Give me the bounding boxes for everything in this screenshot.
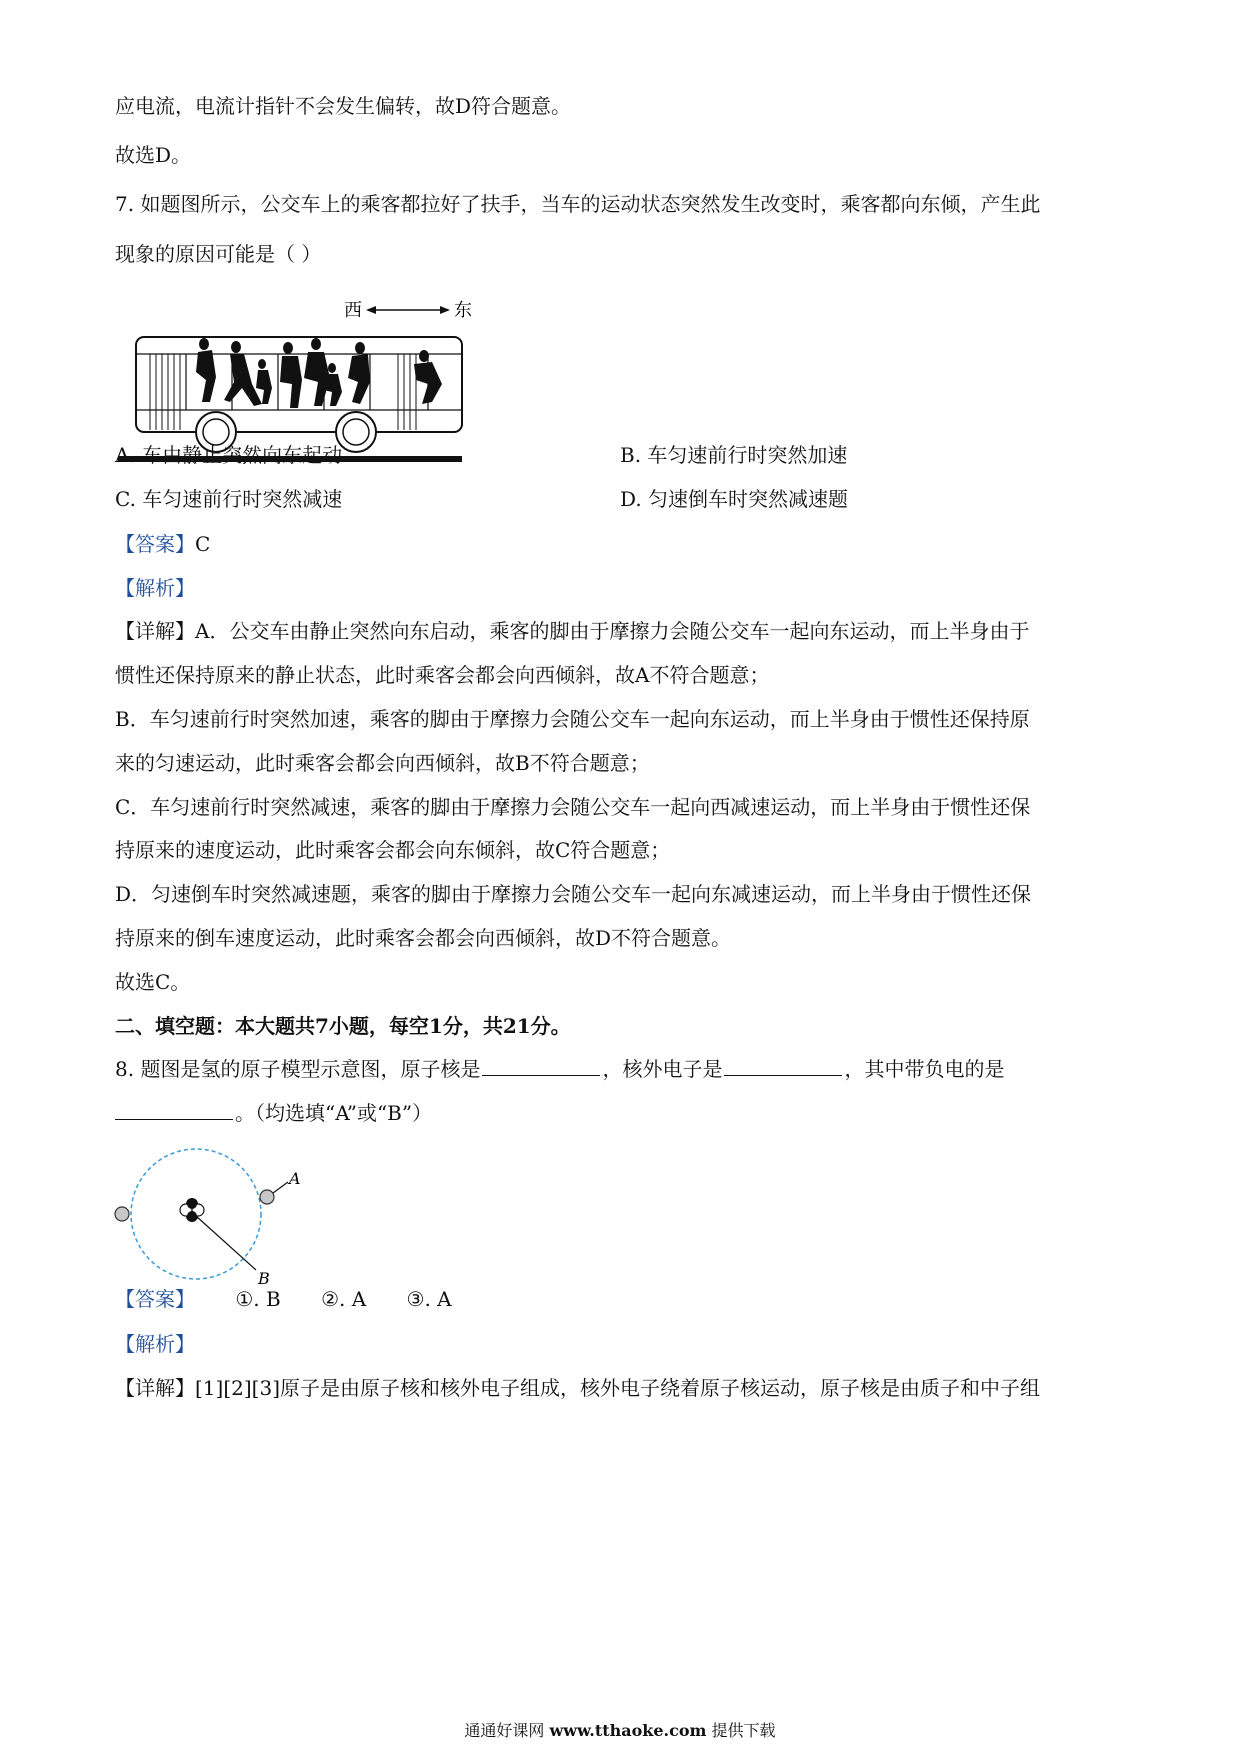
direction-west-label: 西 (344, 300, 362, 321)
page-footer (0, 1720, 1240, 1742)
detail-line: C．车匀速前行时突然减速，乘客的脚由于摩擦力会随公交车一起向西减速运动，而上半身由于惯性还保 (115, 795, 1031, 819)
detail-line: D．匀速倒车时突然减速题，乘客的脚由于摩擦力会随公交车一起向东减速运动，而上半身由于惯性还保 (115, 882, 1032, 906)
stem-text: 。（均选填“A”或“B”） (235, 1101, 433, 1125)
analysis-tag: 【解析】 (115, 1332, 195, 1356)
detail-line (115, 617, 1029, 645)
option-d: D. 匀速倒车时突然减速题 (620, 487, 849, 511)
detail-text: A．公交车由静止突然向东启动，乘客的脚由于摩擦力会随公交车一起向东运动，而上半身由于 (195, 619, 1030, 643)
question-7-stem: 7. 如题图所示，公交车上的乘客都拉好了扶手，当车的运动状态突然发生改变时，乘客都向东倾，产生此 (115, 192, 1041, 216)
detail-line: 惯性还保持原来的静止状态，此时乘客会都会向西倾斜，故A不符合题意； (115, 663, 770, 687)
section-heading: 二、填空题：本大题共7小题，每空1分，共21分。 (115, 1014, 571, 1038)
detail-tag: 【详解】 (115, 619, 195, 643)
answer-blank-3[interactable] (115, 1099, 233, 1120)
detail-line: 持原来的倒车速度运动，此时乘客会都会向西倾斜，故D不符合题意。 (115, 926, 732, 950)
detail-line: 持原来的速度运动，此时乘客会都会向东倾斜，故C符合题意； (115, 838, 671, 862)
answer-value: C (195, 532, 211, 556)
pointer-a (273, 1182, 288, 1193)
analysis-tag-line (115, 574, 195, 602)
question-8-stem-cont (115, 1099, 432, 1127)
arrow-head-east (440, 306, 450, 314)
analysis-tag: 【解析】 (115, 576, 195, 600)
answer-blank-2[interactable] (724, 1055, 842, 1076)
detail-text: [1][2][3]原子是由原子核和核外电子组成，核外电子绕着原子核运动，原子核是由质子和中子组 (195, 1376, 1040, 1400)
nucleus (180, 1198, 204, 1222)
text-line: 故选D。 (115, 143, 192, 167)
answer-value-3: ③. A (406, 1287, 452, 1311)
question-8-stem (115, 1055, 1004, 1083)
answer-value-2: ②. A (321, 1287, 367, 1311)
arrow-head-west (366, 306, 376, 314)
option-a: A. 车由静止突然向东起动 (115, 443, 343, 467)
answer-value-1: ①. B (235, 1287, 281, 1311)
pointer-b (196, 1216, 256, 1270)
analysis-tag-line (115, 1330, 195, 1358)
text-line: 应电流，电流计指针不会发生偏转，故D符合题意。 (115, 94, 572, 118)
label-b: B (258, 1269, 270, 1288)
detail-tag: 【详解】 (115, 1376, 195, 1400)
direction-east-label: 东 (454, 300, 472, 321)
option-b: B. 车匀速前行时突然加速 (620, 443, 848, 467)
stem-text: ，其中带负电的是 (844, 1057, 1005, 1081)
footer-suffix: 提供下载 (711, 1721, 776, 1740)
electron-a (260, 1190, 274, 1204)
answer-line (115, 530, 210, 558)
atom-figure (112, 1148, 312, 1288)
answer-blank-1[interactable] (482, 1055, 600, 1076)
answer-tag: 【答案】 (115, 1287, 195, 1311)
answer-line (115, 1285, 452, 1313)
conclusion-line: 故选C。 (115, 970, 191, 994)
stem-text: 8. 题图是氢的原子模型示意图，原子核是 (115, 1057, 481, 1081)
footer-site-link[interactable]: www.tthaoke.com (549, 1721, 707, 1740)
footer-brand: 通通好课网 (464, 1721, 545, 1740)
option-c: C. 车匀速前行时突然减速 (115, 487, 343, 511)
answer-tag: 【答案】 (115, 532, 195, 556)
stem-text: ，核外电子是 (602, 1057, 723, 1081)
detail-line (115, 1374, 1040, 1402)
electron-left (115, 1207, 129, 1221)
label-a: A (289, 1169, 301, 1188)
detail-line: B．车匀速前行时突然加速，乘客的脚由于摩擦力会随公交车一起向东运动，而上半身由于惯性还保持原 (115, 707, 1030, 731)
detail-line: 来的匀速运动，此时乘客会都会向西倾斜，故B不符合题意； (115, 751, 650, 775)
question-7-stem-cont: 现象的原因可能是（ ） (115, 242, 322, 266)
